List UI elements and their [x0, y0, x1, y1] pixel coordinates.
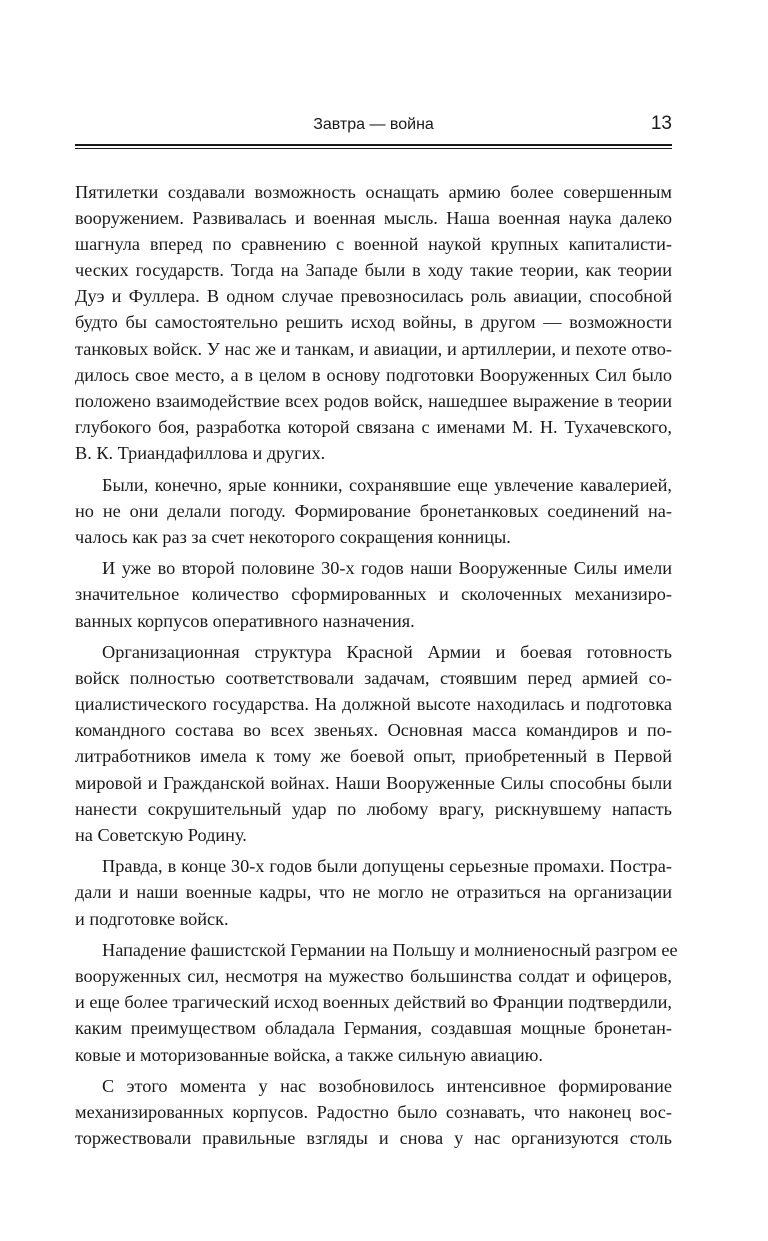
- header-rule-thin: [75, 148, 672, 149]
- text-line: ческих государств. Тогда на Западе были в ходу такие теории, как теории: [75, 260, 672, 281]
- text-line: Нападение фашистской Германии на Польшу и молниеносный разгром ее: [102, 940, 678, 961]
- text-line: дилось свое место, а в целом в основу подготовки Вооруженных Сил было: [75, 364, 672, 385]
- text-line: значительное количество сформированных и сколоченных механизиро-: [75, 584, 672, 605]
- text-line: но не они делали погоду. Формирование бронетанковых соединений на-: [75, 500, 672, 521]
- header-rule-thick: [75, 144, 672, 146]
- text-line: чалось как раз за счет некоторого сокращения конницы.: [75, 526, 511, 547]
- text-line: И уже во второй половине 30-х годов наши Вооруженные Силы имели: [102, 558, 672, 579]
- text-line: вооружением. Развивалась и военная мысль. Наша военная наука далеко: [75, 208, 672, 229]
- text-line: С этого момента у нас возобновилось интенсивное формирование: [102, 1076, 672, 1097]
- text-line: циалистического государства. На должной высоте находилась и подготовка: [75, 694, 672, 715]
- text-line: на Советскую Родину.: [75, 824, 247, 845]
- text-line: положено взаимодействие всех родов войск, нашедшее выражение в теории: [75, 390, 672, 411]
- paragraph: [75, 639, 672, 848]
- text-line: дали и наши военные кадры, что не могло не отразиться на организации: [75, 882, 672, 903]
- paragraph: [75, 853, 672, 931]
- text-line: командного состава во всех звеньях. Основная масса командиров и по-: [75, 720, 672, 741]
- running-header: [75, 113, 672, 147]
- text-line: танковых войск. У нас же и танкам, и авиации, и артиллерии, и пехоте отво-: [75, 338, 672, 359]
- text-line: Пятилетки создавали возможность оснащать армию более совершенным: [75, 182, 672, 202]
- chapter-title: Завтра — война: [313, 116, 434, 133]
- paragraph: [75, 472, 672, 550]
- text-line: будто бы самостоятельно решить исход войны, в другом — возможности: [75, 312, 672, 333]
- text-line: торжествовали правильные взгляды и снова у нас организуются столь: [75, 1128, 672, 1149]
- page-number: 13: [650, 113, 672, 134]
- text-line: глубокого боя, разработка которой связана с именами М. Н. Тухачевского,: [75, 416, 672, 437]
- text-line: вооруженных сил, несмотря на мужество большинства солдат и офицеров,: [75, 966, 672, 987]
- text-line: и еще более трагический исход военных действий во Франции подтвердили,: [75, 992, 672, 1013]
- text-line: войск полностью соответствовали задачам, стоявшим перед армией со-: [75, 668, 672, 689]
- text-line: и подготовке войск.: [75, 908, 229, 929]
- text-line: Правда, в конце 30-х годов были допущены серьезные промахи. Постра-: [102, 856, 672, 877]
- text-line: ковые и моторизованные войска, а также сильную авиацию.: [75, 1044, 543, 1065]
- paragraph: [75, 179, 672, 466]
- paragraph: [75, 937, 678, 1067]
- paragraph: [75, 555, 672, 633]
- text-line: Дуэ и Фуллера. В одном случае превозносилась роль авиации, способной: [75, 286, 672, 307]
- text-line: шагнула вперед по сравнению с военной наукой крупных капиталисти-: [75, 234, 672, 255]
- text-line: В. К. Триандафиллова и других.: [75, 442, 326, 463]
- text-line: нанести сокрушительный удар по любому врагу, рискнувшему напасть: [75, 798, 672, 819]
- text-line: Организационная структура Красной Армии и боевая готовность: [102, 642, 672, 663]
- paragraph: [75, 1073, 672, 1151]
- text-line: каким преимуществом обладала Германия, создавшая мощные бронетан-: [75, 1018, 672, 1039]
- text-line: механизированных корпусов. Радостно было сознавать, что наконец вос-: [75, 1102, 672, 1123]
- text-line: литработников имела к тому же боевой опыт, приобретенный в Первой: [75, 746, 672, 767]
- text-line: мировой и Гражданской войнах. Наши Вооруженные Силы способны были: [75, 772, 672, 793]
- body-text: [75, 179, 678, 1157]
- text-line: Были, конечно, ярые конники, сохранявшие еще увлечение кавалерией,: [102, 474, 672, 495]
- text-line: ванных корпусов оперативного назначения.: [75, 610, 415, 631]
